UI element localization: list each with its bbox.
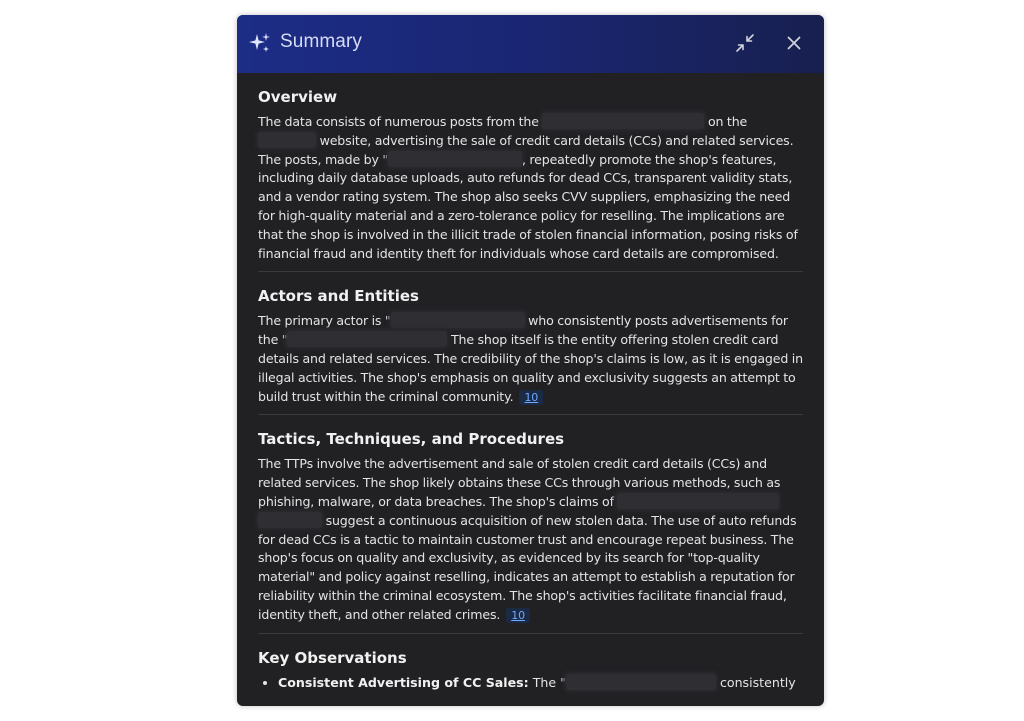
summary-panel — [237, 15, 824, 706]
overview-paragraph — [258, 113, 803, 263]
overview-text: , repeatedly promote the shop's features, including daily database uploads, auto refunds for dead CCs, transparent validity stats, and a vendor rating system. The shop also seeks CVV suppliers, emphasizing the need for high-quality material and a zero-tolerance policy for reselling. The implications are that the shop is involved in the illicit trade of stolen financial information, posing risks of financial fraud and identity theft for individuals whose card details are compromised. — [258, 151, 798, 261]
summary-content[interactable] — [237, 73, 824, 706]
redacted-text — [388, 151, 522, 167]
ttps-text: suggest a continuous acquisition of new stolen data. The use of auto refunds for dead CCs is a tactic to maintain customer trust and encourage repeat business. The shop's focus on quality and exclusivity, as evidenced by its search for "top-quality material" and policy against reselling, indicates an attempt to establish a reputation for reliability within the criminal ecosystem. The shop's activities facilitate financial fraud, identity theft, and other related crimes. — [258, 512, 797, 622]
redacted-text — [258, 132, 316, 148]
sparkle-icon — [248, 32, 272, 56]
actors-text: The shop itself is the entity offering stolen credit card details and related services. The credibility of the shop's claims is low, as it is engaged in illegal activities. The shop's emphasis on quality and exclusivity suggests an attempt to build trust within the criminal community. — [258, 332, 803, 404]
ttps-section — [258, 415, 803, 633]
collapse-button[interactable] — [733, 31, 757, 55]
ttps-text: The TTPs involve the advertisement and sale of stolen credit card details (CCs) and related services. The shop likely obtains these CCs through various methods, such as phishing, malware, or data breaches. The shop's claims of — [258, 456, 781, 509]
redacted-text — [391, 312, 525, 328]
redacted-text — [287, 331, 447, 347]
panel-title: Summary — [280, 31, 362, 52]
summary-header — [237, 15, 824, 73]
overview-text: on the — [707, 114, 748, 129]
observation-text: The " — [532, 674, 566, 690]
observation-text: consistently — [719, 674, 796, 690]
observation-title: Consistent Advertising of CC Sales: — [278, 674, 529, 690]
citation-link[interactable]: 10 — [519, 390, 543, 405]
actors-text: The primary actor is " — [258, 313, 391, 329]
citation-link[interactable]: 10 — [506, 608, 530, 623]
redacted-text — [258, 512, 322, 528]
actors-paragraph — [258, 312, 803, 406]
actors-text: who consistently posts advertisements for the " — [258, 313, 788, 348]
redacted-text — [542, 113, 704, 129]
actors-heading: Actors and Entities — [258, 287, 419, 306]
overview-section — [258, 73, 803, 272]
redacted-text — [566, 674, 716, 690]
list-item — [278, 674, 803, 693]
overview-heading: Overview — [258, 88, 338, 106]
ttps-heading: Tactics, Techniques, and Procedures — [258, 430, 565, 449]
key-observations-heading: Key Observations — [258, 648, 407, 667]
redacted-text — [617, 493, 779, 509]
actors-section — [258, 272, 803, 415]
observations-list — [258, 674, 803, 693]
collapse-arrows-icon — [733, 31, 757, 55]
close-button[interactable] — [782, 31, 806, 55]
overview-text: The data consists of numerous posts from the — [258, 114, 539, 129]
ttps-paragraph — [258, 455, 803, 624]
close-icon — [782, 31, 806, 55]
overview-text: website, advertising the sale of credit card details (CCs) and related services. The posts, made by " — [258, 132, 794, 167]
key-observations-section — [258, 634, 803, 701]
